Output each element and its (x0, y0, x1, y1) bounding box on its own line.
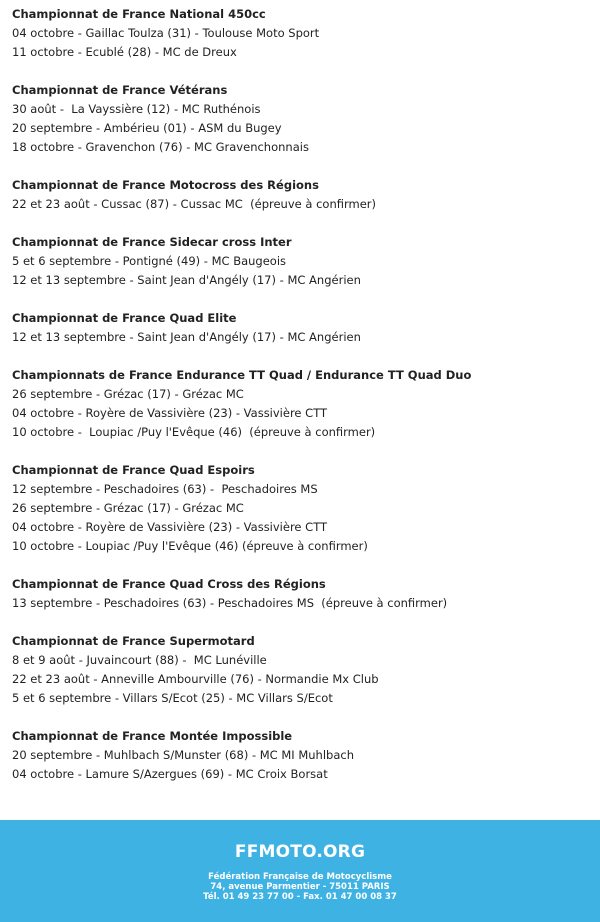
section-title: Championnat de France Supermotard (12, 634, 255, 648)
footer-org-name: Fédération Française de Motocyclisme (208, 872, 392, 882)
section-title: Championnat de France Quad Elite (12, 311, 237, 325)
section-national-450cc (12, 5, 592, 62)
event-line: 04 octobre - Royère de Vassivière (23) - Vassivière CTT (12, 406, 328, 420)
event-line: 5 et 6 septembre - Villars S/Ecot (25) - MC Villars S/Ecot (12, 691, 333, 705)
footer-site-link[interactable]: FFMOTO.ORG (234, 842, 366, 862)
section-quad-elite (12, 309, 592, 347)
section-title: Championnats de France Endurance TT Quad / Endurance TT Quad Duo (12, 368, 472, 382)
event-line: 04 octobre - Lamure S/Azergues (69) - MC Croix Borsat (12, 767, 328, 781)
event-line: 22 et 23 août - Cussac (87) - Cussac MC (épreuve à confirmer) (12, 197, 376, 211)
event-line: 12 et 13 septembre - Saint Jean d'Angély (17) - MC Angérien (12, 330, 361, 344)
section-title: Championnat de France Sidecar cross Inter (12, 235, 292, 249)
event-line: 26 septembre - Grézac (17) - Grézac MC (12, 387, 244, 401)
event-line: 10 octobre - Loupiac /Puy l'Evêque (46) (épreuve à confirmer) (12, 425, 376, 439)
section-montee-impossible (12, 727, 592, 784)
section-supermotard (12, 632, 592, 708)
section-title: Championnat de France Quad Cross des Régions (12, 577, 326, 591)
event-line: 10 octobre - Loupiac /Puy l'Evêque (46) (épreuve à confirmer) (12, 539, 368, 553)
footer-address: 74, avenue Parmentier - 75011 PARIS (210, 882, 390, 892)
section-sidecar-cross (12, 233, 592, 290)
event-line: 26 septembre - Grézac (17) - Grézac MC (12, 501, 244, 515)
event-line: 04 octobre - Royère de Vassivière (23) - Vassivière CTT (12, 520, 328, 534)
event-line: 20 septembre - Muhlbach S/Munster (68) - MC MI Muhlbach (12, 748, 354, 762)
event-line: 13 septembre - Peschadoires (63) - Peschadoires MS (épreuve à confirmer) (12, 596, 448, 610)
event-line: 11 octobre - Ecublé (28) - MC de Dreux (12, 45, 237, 59)
section-title: Championnat de France Quad Espoirs (12, 463, 255, 477)
event-line: 12 et 13 septembre - Saint Jean d'Angély (17) - MC Angérien (12, 273, 361, 287)
section-title: Championnat de France Motocross des Régions (12, 178, 319, 192)
event-line: 5 et 6 septembre - Pontigné (49) - MC Baugeois (12, 254, 287, 268)
event-line: 22 et 23 août - Anneville Ambourville (76) - Normandie Mx Club (12, 672, 379, 686)
section-endurance-tt-quad (12, 366, 592, 442)
event-line: 04 octobre - Gaillac Toulza (31) - Toulouse Moto Sport (12, 26, 320, 40)
footer-contact: Tél. 01 49 23 77 00 - Fax. 01 47 00 08 37 (203, 892, 397, 902)
section-title: Championnat de France National 450cc (12, 7, 266, 21)
section-quad-espoirs (12, 461, 592, 556)
calendar-content (12, 5, 592, 803)
section-title: Championnat de France Vétérans (12, 83, 228, 97)
section-quad-cross-regions (12, 575, 592, 613)
event-line: 18 octobre - Gravenchon (76) - MC Gravenchonnais (12, 140, 309, 154)
event-line: 8 et 9 août - Juvaincourt (88) - MC Lunéville (12, 653, 267, 667)
section-title: Championnat de France Montée Impossible (12, 729, 293, 743)
section-veterans (12, 81, 592, 157)
footer-banner (0, 820, 600, 922)
event-line: 30 août - La Vayssière (12) - MC Ruthénois (12, 102, 261, 116)
event-line: 20 septembre - Ambérieu (01) - ASM du Bugey (12, 121, 282, 135)
event-line: 12 septembre - Peschadoires (63) - Peschadoires MS (12, 482, 318, 496)
section-motocross-regions (12, 176, 592, 214)
